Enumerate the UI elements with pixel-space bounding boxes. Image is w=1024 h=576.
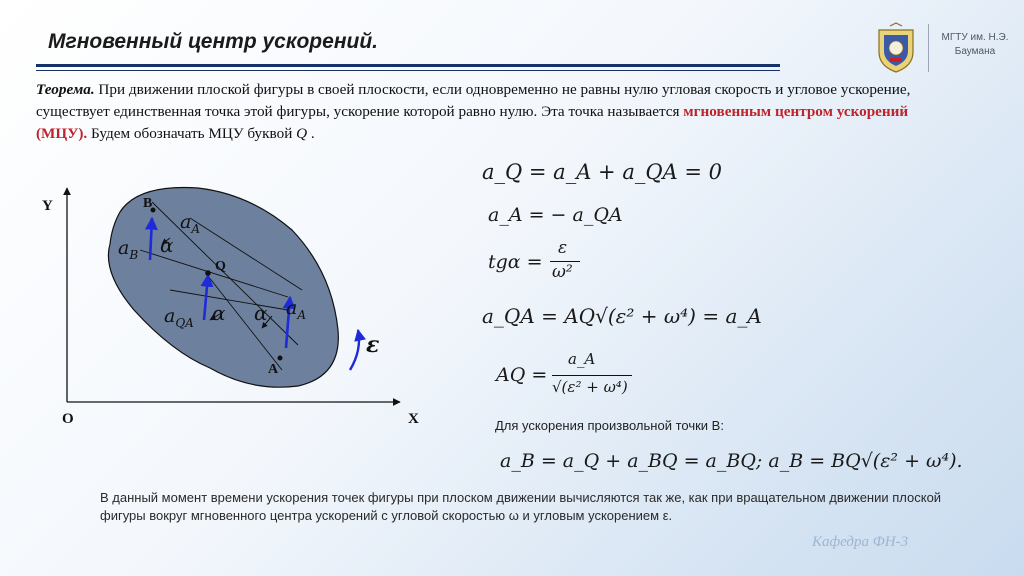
- epsilon-rotation-arrow: [350, 330, 359, 370]
- point-a-label: A: [268, 362, 279, 377]
- theorem-label: Теорема.: [36, 81, 95, 98]
- point-b-label: B: [143, 196, 153, 211]
- y-axis-label: Y: [42, 198, 53, 214]
- tg-alpha-numerator: ε: [558, 238, 568, 258]
- theorem-text-1: При движении плоской фигуры в своей плоскости, если одновременно не равны нулю угловая скорость и угловое ускорение, существует единственная точка этой фигуры, ускорение которой равно нулю. Эта точка называется: [36, 81, 911, 120]
- aq-lhs: AQ =: [496, 364, 548, 386]
- epsilon-label: ε: [366, 332, 380, 358]
- origin-label: O: [62, 411, 74, 427]
- theorem-text-2: Будем обозначать МЦУ буквой: [87, 125, 297, 142]
- aq-numerator: a_A: [568, 350, 596, 368]
- university-line2: Баумана: [954, 46, 996, 57]
- accel-a-qa-label: $a_{QA}$: [164, 305, 194, 330]
- alpha-label-top: α: [160, 233, 174, 257]
- equation-aqa-magnitude: a_QA = AQ√(ε² + ω⁴) = a_A: [482, 304, 762, 328]
- plane-figure-body: [108, 188, 338, 388]
- aq-denominator: √(ε² + ω⁴): [552, 378, 628, 396]
- arbitrary-point-label: Для ускорения произвольной точки B:: [495, 418, 724, 433]
- university-emblem-icon: [873, 22, 919, 74]
- accel-a-a-right-label: $a_A$: [286, 297, 306, 322]
- university-line1: МГТУ им. Н.Э.: [941, 32, 1009, 43]
- point-q-dot: [205, 270, 211, 276]
- theorem-paragraph: [36, 79, 936, 145]
- x-axis-label: X: [408, 411, 419, 427]
- tg-alpha-lhs: tgα =: [488, 251, 543, 273]
- equation-aq-distance: [496, 350, 656, 402]
- theorem-text-3: .: [307, 125, 315, 142]
- theorem-emphasis: мгновенным центром ускорений (МЦУ).: [36, 103, 909, 142]
- equation-ab-magnitude: a_B = a_Q + a_BQ = a_BQ; a_B = BQ√(ε² + ω⁴).: [500, 450, 963, 472]
- department-label: Кафедра ФН-3: [812, 534, 909, 550]
- aq-fraction-bar: [552, 375, 632, 376]
- university-name: [932, 31, 1018, 59]
- equation-aq-zero: a_Q = a_A + a_QA = 0: [482, 160, 723, 184]
- equation-tg-alpha: [488, 238, 608, 284]
- point-q-label: Q: [215, 259, 226, 274]
- equation-aa-minus-aqa: a_A = − a_QA: [488, 204, 623, 226]
- alpha-label-right: α: [254, 301, 268, 325]
- title-rule-thin: [36, 70, 780, 71]
- accel-a-b-label: $a_B$: [118, 237, 139, 262]
- point-a-dot: [278, 356, 283, 361]
- slide-title: Мгновенный центр ускорений.: [48, 30, 378, 53]
- header-separator: [928, 24, 929, 72]
- alpha-label-middle: α: [212, 301, 226, 325]
- plane-figure-diagram: [40, 180, 440, 430]
- conclusion-note: В данный момент времени ускорения точек фигуры при плоском движении вычисляются так же, как при вращательном движении плоской фигуры вокруг мгновенного центра ускорений с угловой скоростью ω и угловым ускорением ε.: [100, 490, 942, 523]
- accel-a-a-top-label: $a_A$: [180, 211, 200, 236]
- title-rule-thick: [36, 64, 780, 67]
- tg-alpha-denominator: ω²: [552, 262, 573, 282]
- theorem-letter: Q: [296, 125, 308, 142]
